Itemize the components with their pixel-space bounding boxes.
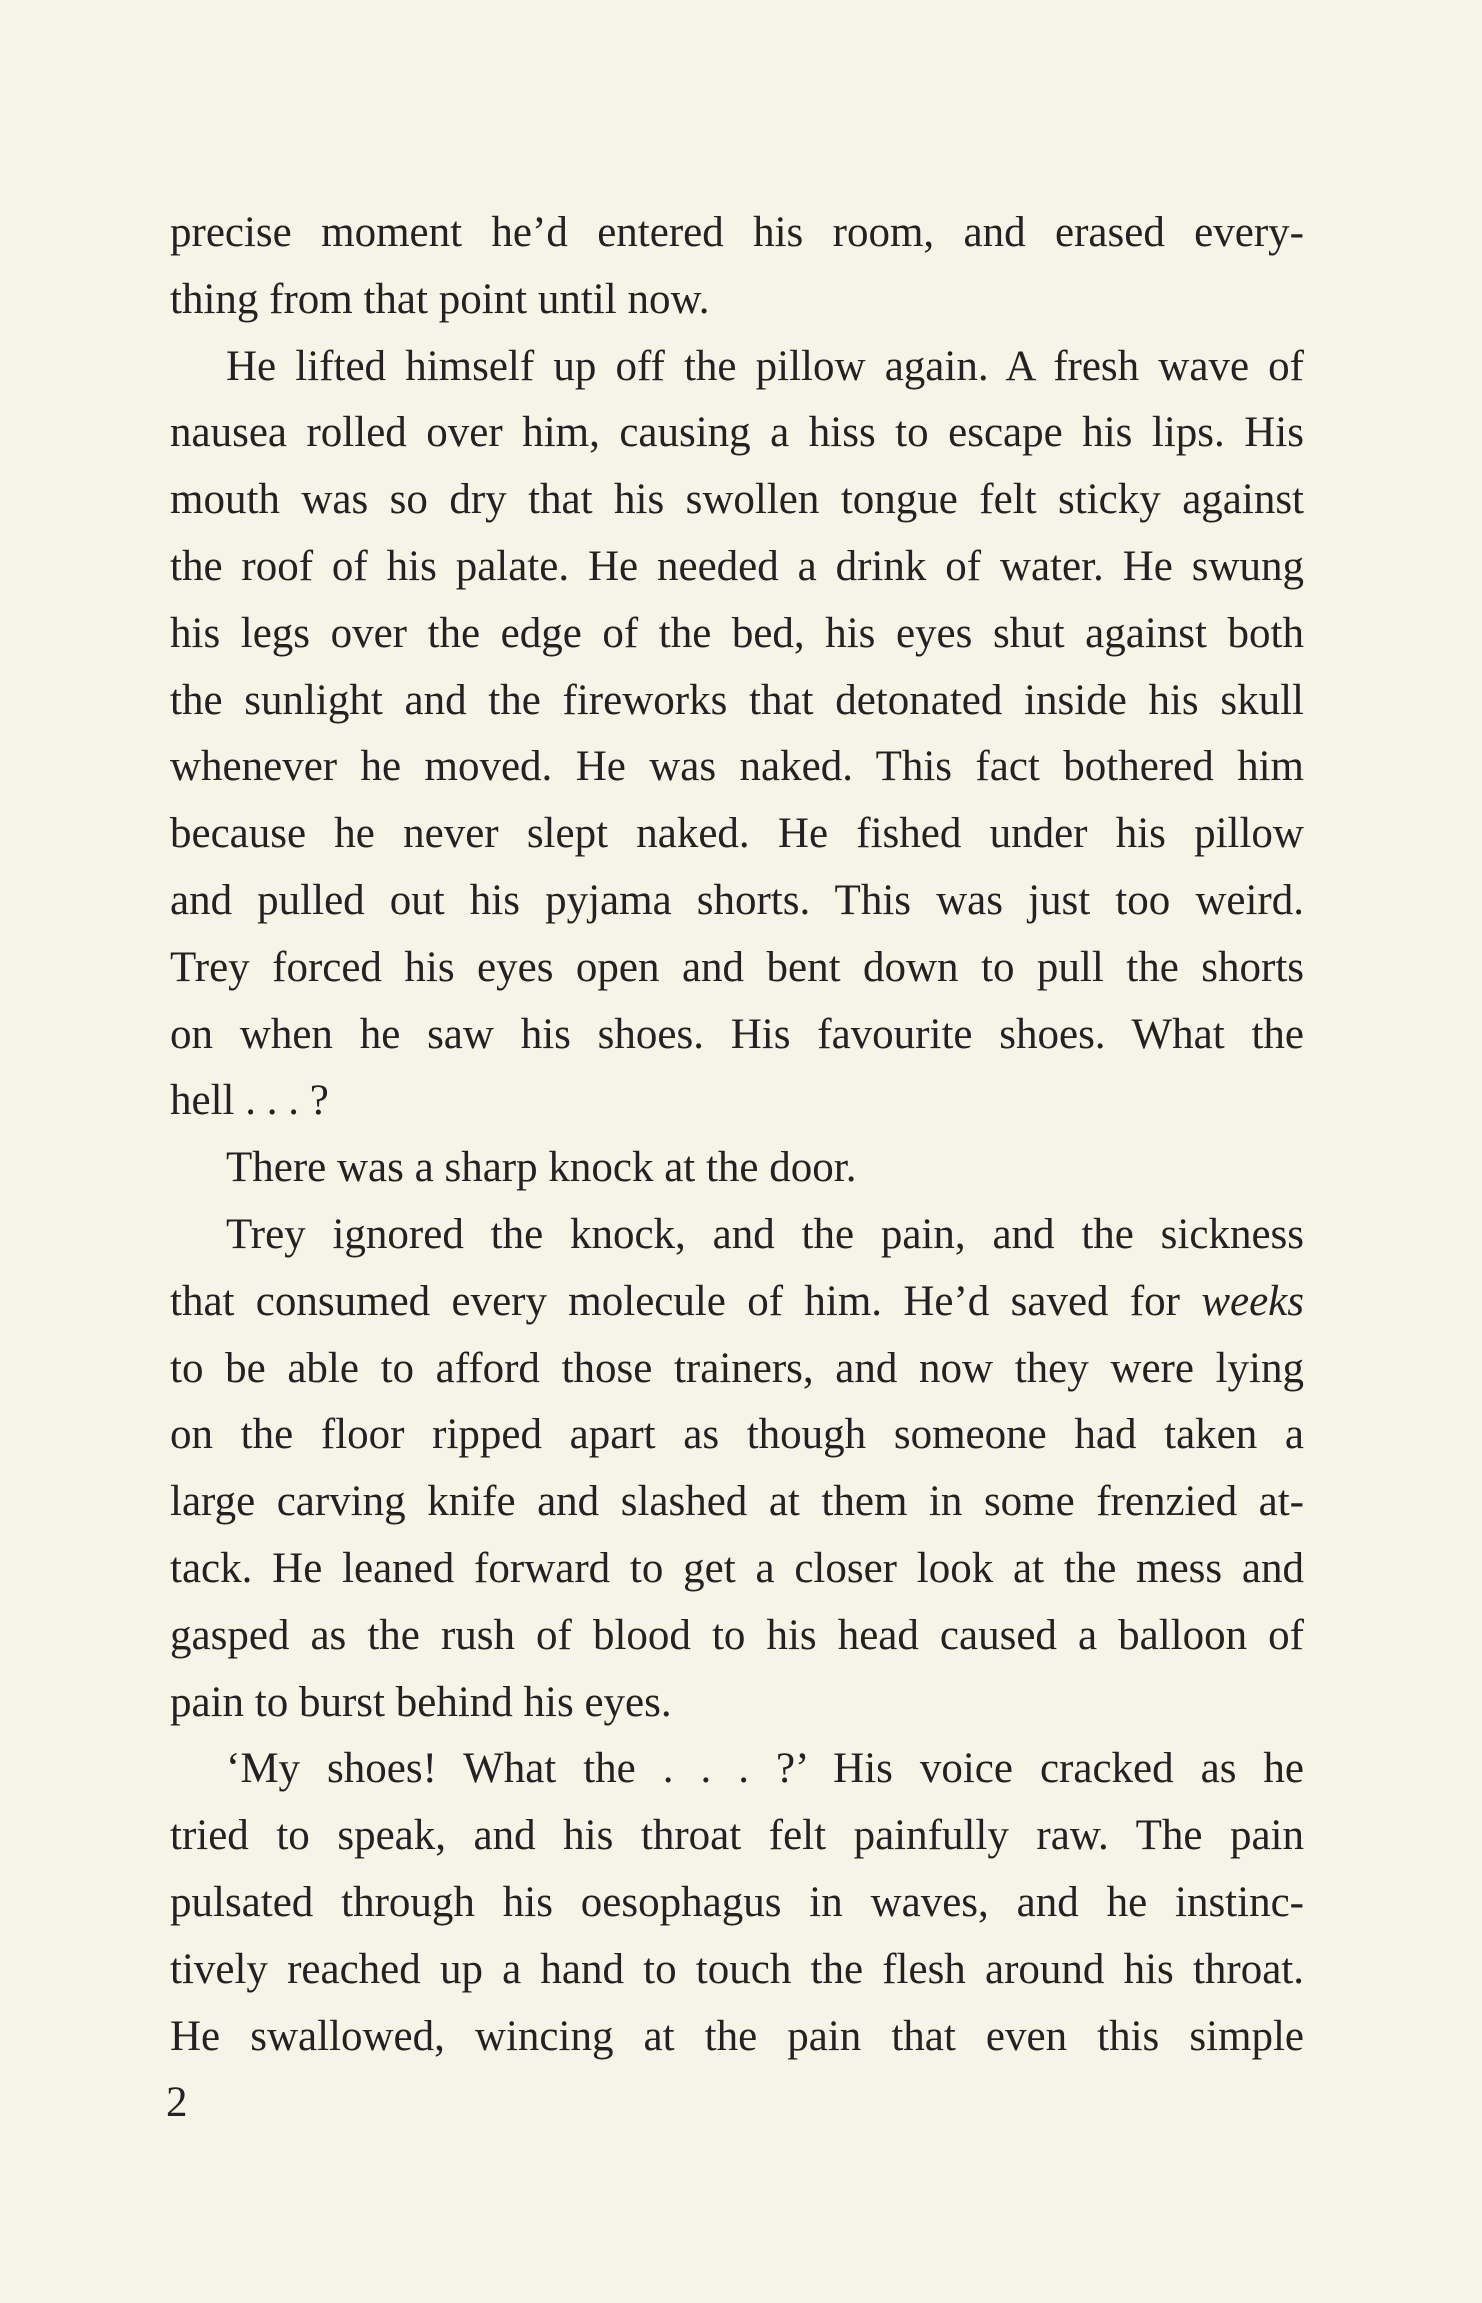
text-line: tried to speak, and his throat felt painfully raw. The pain	[170, 1812, 1304, 1860]
text-line: gasped as the rush of blood to his head caused a balloon of	[170, 1611, 1304, 1659]
text-line: because he never slept naked. He fished under his pillow	[170, 810, 1304, 858]
text-line: his legs over the edge of the bed, his eyes shut against both	[170, 609, 1304, 657]
page-number: 2	[166, 2079, 188, 2126]
text-line: tively reached up a hand to touch the flesh around his throat.	[170, 1945, 1304, 1993]
text-line: ‘My shoes! What the . . . ?’ His voice cracked as he	[226, 1745, 1304, 1793]
text-line: thing from that point until now.	[170, 275, 710, 323]
text-line: Trey forced his eyes open and bent down to pull the shorts	[170, 943, 1304, 991]
text-line: to be able to afford those trainers, and now they were lying	[170, 1344, 1304, 1392]
text-line: He lifted himself up off the pillow again. A fresh wave of	[226, 342, 1304, 390]
text-line: on the floor ripped apart as though someone had taken a	[170, 1411, 1304, 1459]
text-line: the sunlight and the fireworks that detonated inside his skull	[170, 676, 1304, 724]
text-line: on when he saw his shoes. His favourite shoes. What the	[170, 1010, 1304, 1058]
text-line: and pulled out his pyjama shorts. This was just too weird.	[170, 876, 1304, 924]
text-line: nausea rolled over him, causing a hiss to escape his lips. His	[170, 409, 1304, 457]
body-text	[170, 200, 1304, 2070]
text-line: pulsated through his oesophagus in waves, and he instinc-	[170, 1878, 1304, 1926]
text-line: tack. He leaned forward to get a closer look at the mess and	[170, 1544, 1304, 1592]
text-line	[170, 1269, 1304, 1336]
text-line: He swallowed, wincing at the pain that even this simple	[170, 2012, 1304, 2060]
text-line: Trey ignored the knock, and the pain, and the sickness	[226, 1210, 1304, 1258]
text-line: whenever he moved. He was naked. This fact bothered him	[170, 743, 1304, 791]
emphasized-word: weeks	[1201, 1277, 1304, 1325]
text-line: the roof of his palate. He needed a drink of water. He swung	[170, 542, 1304, 590]
text-line: There was a sharp knock at the door.	[226, 1144, 857, 1192]
text-line: large carving knife and slashed at them in some frenzied at-	[170, 1478, 1304, 1526]
text-line: mouth was so dry that his swollen tongue felt sticky against	[170, 476, 1304, 524]
text-line: pain to burst behind his eyes.	[170, 1678, 672, 1726]
text-line: hell . . . ?	[170, 1077, 329, 1125]
text-line: precise moment he’d entered his room, and erased every-	[170, 209, 1304, 256]
text-segment: that consumed every molecule of him. He’d saved for	[170, 1277, 1202, 1325]
